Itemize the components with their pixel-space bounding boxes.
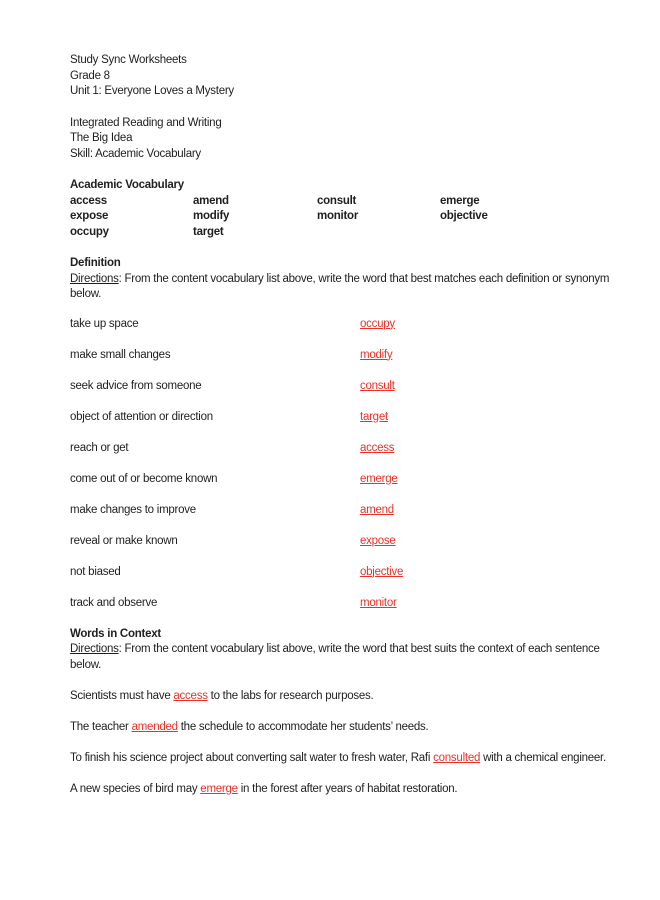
subheader-line-bigidea: The Big Idea — [70, 132, 133, 144]
definition-prompt: make changes to improve — [70, 503, 196, 516]
definition-answer: occupy — [360, 317, 395, 330]
definition-row — [70, 317, 610, 333]
sentence-answer: consulted — [433, 752, 481, 764]
definition-directions — [70, 272, 610, 303]
definition-answer: expose — [360, 534, 396, 547]
sentence-before: The teacher — [70, 721, 132, 733]
definition-answer: amend — [360, 503, 394, 516]
directions-label: Directions — [70, 643, 119, 655]
definition-row — [70, 596, 610, 612]
vocabulary-grid — [70, 194, 610, 241]
definition-answer: objective — [360, 565, 404, 578]
words-in-context-section — [70, 627, 610, 798]
context-sentence — [70, 782, 610, 798]
sentence-answer: amended — [131, 721, 178, 733]
document-body — [70, 53, 610, 813]
definition-prompt: reveal or make known — [70, 534, 178, 547]
definition-prompt: seek advice from someone — [70, 379, 202, 392]
vocab-word: amend — [193, 194, 229, 207]
sentence-before: A new species of bird may — [70, 783, 201, 795]
definition-answer: target — [360, 410, 388, 423]
definition-list — [70, 317, 610, 612]
definition-title: Definition — [70, 257, 121, 269]
header-line-unit: Unit 1: Everyone Loves a Mystery — [70, 85, 234, 97]
sentence-answer: emerge — [200, 783, 238, 795]
sentence-before: To finish his science project about converting salt water to fresh water, Rafi — [70, 752, 434, 764]
definition-section — [70, 256, 610, 611]
directions-label: Directions — [70, 272, 119, 285]
vocabulary-title: Academic Vocabulary — [70, 179, 184, 191]
definition-prompt: come out of or become known — [70, 472, 218, 485]
definition-answer: consult — [360, 379, 395, 392]
definition-row — [70, 348, 610, 364]
vocab-word: consult — [317, 194, 357, 207]
document-header — [70, 53, 610, 100]
definition-row — [70, 379, 610, 395]
sentence-after: in the forest after years of habitat restoration. — [237, 783, 458, 795]
vocab-word: objective — [440, 210, 488, 222]
context-sentence — [70, 689, 610, 705]
definition-prompt: object of attention or direction — [70, 410, 213, 423]
definition-row — [70, 503, 610, 519]
context-title: Words in Context — [70, 627, 161, 640]
vocab-word — [317, 225, 440, 241]
definition-row — [70, 410, 610, 426]
definition-prompt: reach or get — [70, 441, 129, 454]
context-sentence — [70, 751, 610, 767]
document-subheader — [70, 116, 610, 163]
definition-prompt: take up space — [70, 317, 139, 330]
directions-text: : From the content vocabulary list above, write the word that best matches each definition or synonym below. — [70, 272, 610, 300]
subheader-line-skill: Skill: Academic Vocabulary — [70, 147, 201, 160]
vocab-word: modify — [193, 210, 230, 222]
sentence-after: to the labs for research purposes. — [207, 690, 374, 702]
vocab-word: expose — [70, 210, 109, 222]
header-line-title: Study Sync Worksheets — [70, 54, 187, 66]
definition-row — [70, 472, 610, 488]
sentence-after: the schedule to accommodate her students’ needs. — [177, 721, 429, 733]
sentence-answer: access — [173, 690, 208, 702]
definition-prompt: not biased — [70, 565, 121, 578]
vocabulary-section — [70, 178, 610, 240]
subheader-line-program: Integrated Reading and Writing — [70, 116, 222, 129]
header-line-grade: Grade 8 — [70, 69, 110, 82]
definition-answer: modify — [360, 348, 393, 361]
sentence-after: with a chemical engineer. — [480, 752, 606, 764]
definition-row — [70, 441, 610, 457]
vocab-word: emerge — [440, 194, 480, 207]
vocab-word: target — [193, 225, 224, 238]
definition-prompt: track and observe — [70, 596, 158, 609]
vocab-word — [440, 225, 610, 241]
definition-answer: emerge — [360, 472, 398, 485]
context-directions — [70, 642, 610, 673]
vocab-word: access — [70, 194, 107, 207]
definition-row — [70, 534, 610, 550]
definition-answer: monitor — [360, 596, 397, 609]
definition-row — [70, 565, 610, 581]
sentence-before: Scientists must have — [70, 690, 174, 702]
definition-prompt: make small changes — [70, 348, 171, 361]
vocab-word: monitor — [317, 210, 359, 222]
vocab-word: occupy — [70, 225, 109, 238]
definition-answer: access — [360, 441, 395, 454]
context-sentence — [70, 720, 610, 736]
directions-text: : From the content vocabulary list above, write the word that best suits the context of each sentence below. — [70, 643, 600, 671]
